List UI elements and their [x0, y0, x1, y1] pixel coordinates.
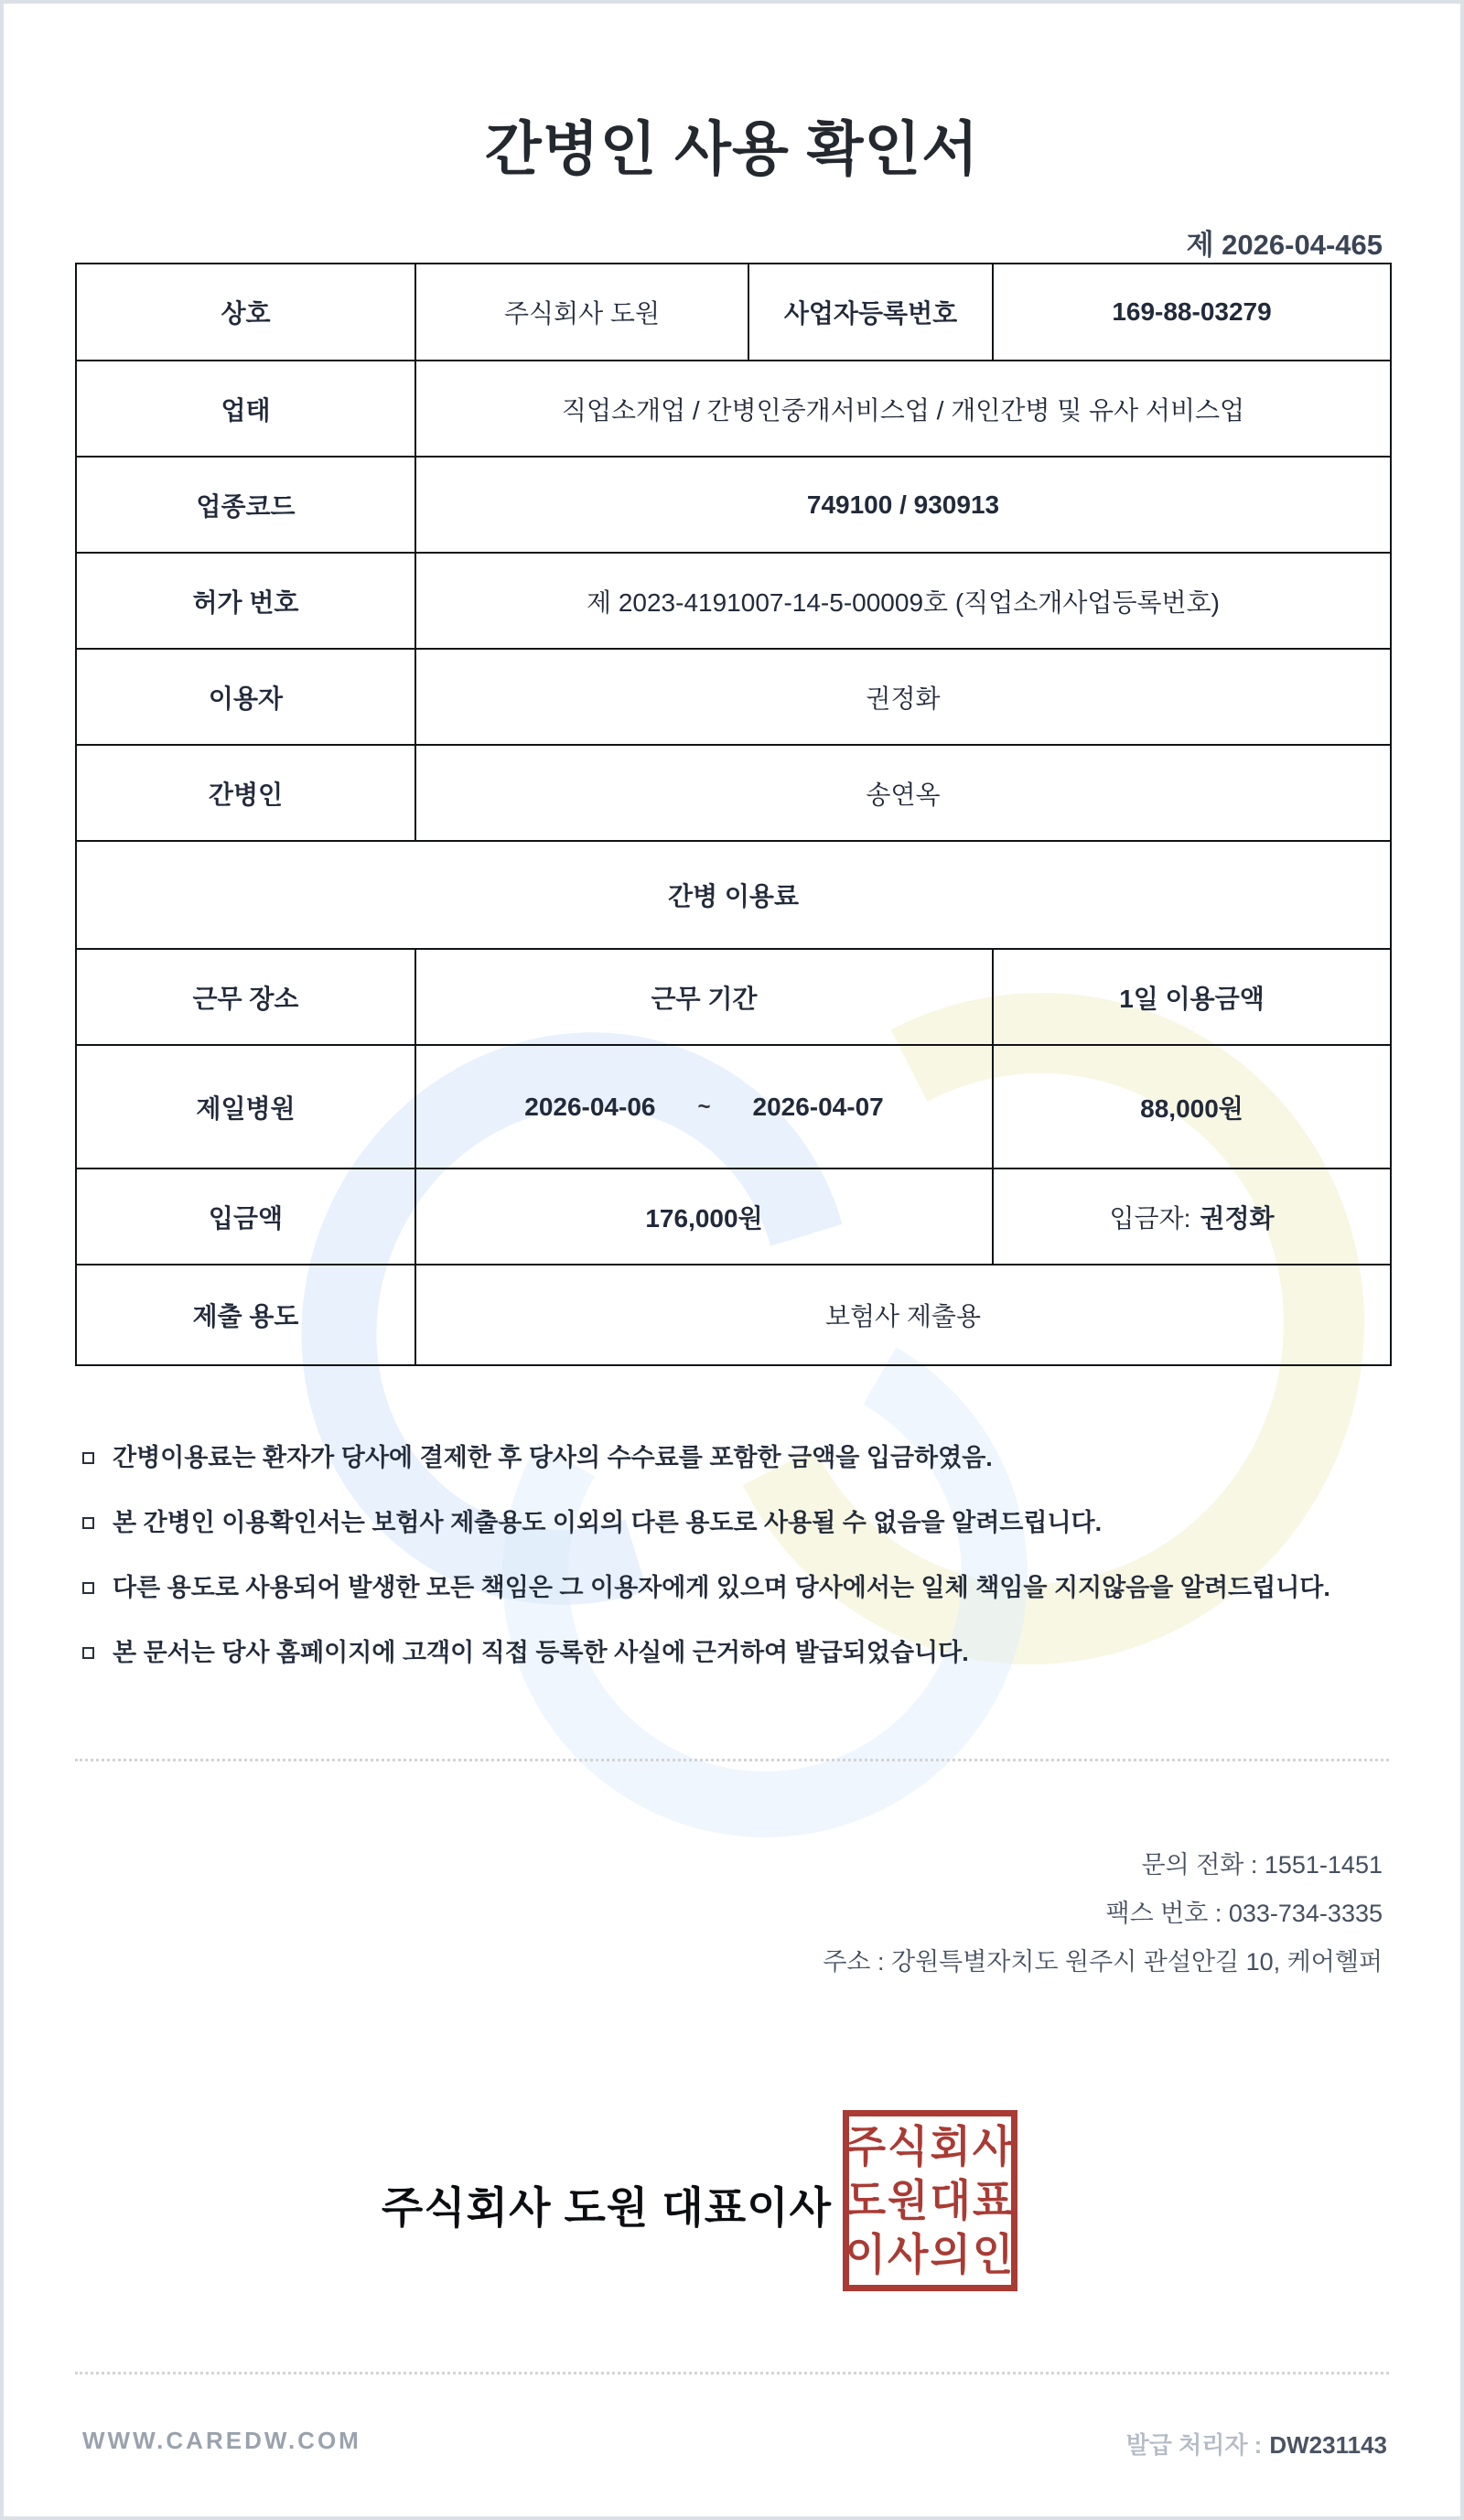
period-end-date: 2026-04-07: [752, 1092, 884, 1121]
note-text: 본 간병인 이용확인서는 보험사 제출용도 이외의 다른 용도로 사용될 수 없음을 알려드립니다.: [113, 1509, 1103, 1536]
table-row-company: [76, 264, 1391, 361]
table-row-caregiver: [76, 745, 1391, 841]
depositor-label: 입금자:: [1109, 1203, 1191, 1233]
note-item: [82, 1572, 1391, 1603]
table-row-user: [76, 649, 1391, 745]
note-text: 다른 용도로 사용되어 발생한 모든 책임은 그 이용자에게 있으며 당사에서는 일체 책임을 지지않음을 알려드립니다.: [113, 1574, 1330, 1601]
table-row-fee-columns: [76, 949, 1391, 1045]
work-period-column-header: 근무 기간: [415, 949, 993, 1045]
notes-list: [82, 1442, 1391, 1702]
permit-number-label: 허가 번호: [76, 553, 415, 649]
business-reg-label: 사업자등록번호: [748, 264, 993, 361]
work-place-value: 제일병원: [76, 1045, 415, 1168]
deposit-label: 입금액: [76, 1168, 415, 1265]
note-item: [82, 1637, 1391, 1668]
issuer-value: DW231143: [1269, 2431, 1387, 2459]
period-start-date: 2026-04-06: [524, 1092, 656, 1121]
depositor-name: 권정화: [1200, 1203, 1275, 1233]
document-number: 제 2026-04-465: [1186, 229, 1383, 261]
note-text: 본 문서는 당사 홈페이지에 고객이 직접 등록한 사실에 근거하여 발급되었습니다.: [113, 1639, 969, 1666]
table-row-fee-entry: [76, 1045, 1391, 1168]
footer-issuer: [1126, 2427, 1387, 2461]
user-label: 이용자: [76, 649, 415, 745]
company-name-label: 상호: [76, 264, 415, 361]
work-period-range: [524, 1093, 883, 1122]
table-row-industry-code: [76, 457, 1391, 553]
industry-code-label: 업종코드: [76, 457, 415, 553]
contact-block: [823, 1841, 1383, 1987]
contact-fax: 팩스 번호 : 033-734-3335: [1105, 1900, 1383, 1927]
business-reg-value: 169-88-03279: [993, 264, 1391, 361]
ceo-signature-line: 주식회사 도원 대표이사: [381, 2183, 832, 2232]
user-value: 권정화: [415, 649, 1391, 745]
purpose-value: 보험사 제출용: [415, 1265, 1391, 1365]
stamp-text-line: 도원대표: [845, 2175, 1016, 2225]
period-tilde: ~: [697, 1093, 711, 1119]
deposit-amount-value: 176,000원: [415, 1168, 993, 1265]
stamp-text-line: 이사의인: [845, 2229, 1016, 2279]
page-title: 간병인 사용 확인서: [484, 116, 980, 182]
square-bullet-icon: [82, 1517, 94, 1529]
dashed-divider-lower: [75, 2372, 1389, 2375]
caregiver-label: 간병인: [76, 745, 415, 841]
permit-number-value: 제 2023-4191007-14-5-00009호 (직업소개사업등록번호): [415, 553, 1391, 649]
table-row-purpose: [76, 1265, 1391, 1365]
note-text: 간병이용료는 환자가 당사에 결제한 후 당사의 수수료를 포함한 금액을 입금하였음.: [113, 1444, 993, 1471]
confirmation-table: [75, 263, 1392, 1366]
caregiver-value: 송연옥: [415, 745, 1391, 841]
issuer-label: 발급 처리자 :: [1125, 2431, 1263, 2459]
dashed-divider-upper: [75, 1759, 1389, 1761]
stamp-text-line: 주식회사: [845, 2121, 1016, 2171]
work-place-column-header: 근무 장소: [76, 949, 415, 1045]
table-row-business-type: [76, 361, 1391, 457]
business-type-value: 직업소개업 / 간병인중개서비스업 / 개인간병 및 유사 서비스업: [415, 361, 1391, 457]
contact-phone: 문의 전화 : 1551-1451: [1141, 1851, 1383, 1879]
square-bullet-icon: [82, 1582, 94, 1594]
corporate-seal-stamp: [843, 2110, 1017, 2291]
table-row-deposit: [76, 1168, 1391, 1265]
table-row-permit-number: [76, 553, 1391, 649]
table-row-fee-header: [76, 841, 1391, 949]
fee-section-title: 간병 이용료: [76, 841, 1391, 949]
note-item: [82, 1507, 1391, 1538]
depositor-cell: [993, 1168, 1391, 1265]
daily-amount-column-header: 1일 이용금액: [993, 949, 1391, 1045]
company-name-value: 주식회사 도원: [415, 264, 748, 361]
square-bullet-icon: [82, 1452, 94, 1464]
business-type-label: 업태: [76, 361, 415, 457]
daily-amount-value: 88,000원: [993, 1045, 1391, 1168]
work-period-value: [415, 1045, 993, 1168]
contact-address: 주소 : 강원특별자치도 원주시 관설안길 10, 케어헬퍼: [823, 1948, 1383, 1976]
note-item: [82, 1442, 1391, 1473]
purpose-label: 제출 용도: [76, 1265, 415, 1365]
footer-website: WWW.CAREDW.COM: [82, 2427, 361, 2454]
industry-code-value: 749100 / 930913: [415, 457, 1391, 553]
square-bullet-icon: [82, 1647, 94, 1659]
